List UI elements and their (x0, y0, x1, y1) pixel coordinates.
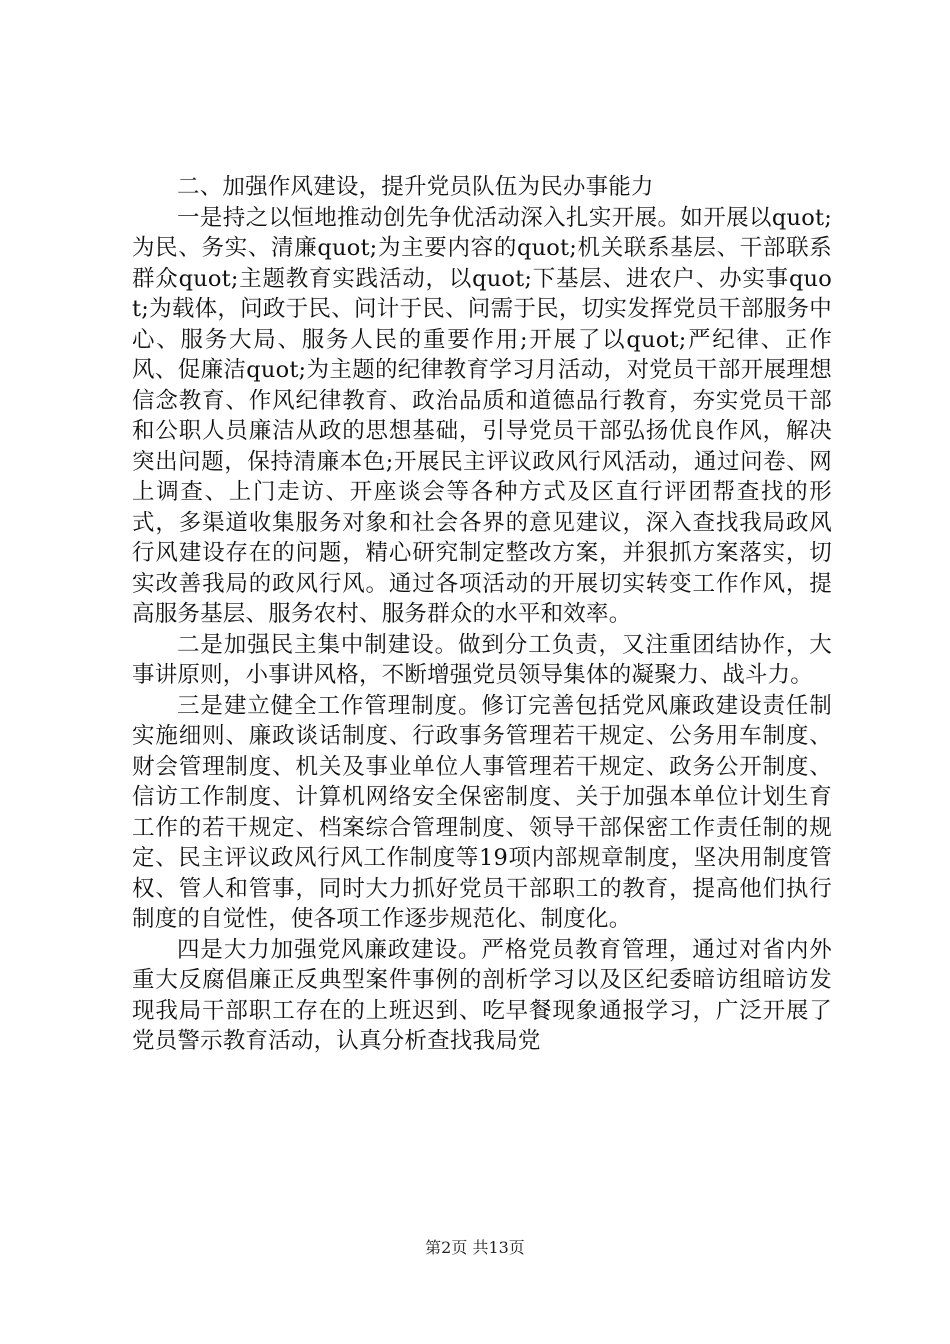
document-body (132, 172, 832, 1057)
paragraph-4: 四是大力加强党风廉政建设。严格党员教育管理，通过对省内外重大反腐倡廉正反典型案件事例的剖析学习以及区纪委暗访组暗访发现我局干部职工存在的上班迟到、吃早餐现象通报学习，广泛开展了党员警示教育活动，认真分析查找我局党 (132, 936, 832, 1054)
section-heading: 二、加强作风建设，提升党员队伍为民办事能力 (177, 174, 654, 200)
paragraph-1: 一是持之以恒地推动创先争优活动深入扎实开展。如开展以quot;为民、务实、清廉quot;为主要内容的quot;机关联系基层、干部联系群众quot;主题教育实践活动，以quot;下基层、进农户、办实事quot;为载体，问政于民、问计于民、问需于民，切实发挥党员干部服务中心、服务大局、服务人民的重要作用;开展了以quot;严纪律、正作风、促廉洁quot;为主题的纪律教育学习月活动，对党员干部开展理想信念教育、作风纪律教育、政治品质和道德品行教育，夯实党员干部和公职人员廉洁从政的思想基础，引导党员干部弘扬优良作风，解决突出问题，保持清廉本色;开展民主评议政风行风活动，通过问卷、网上调查、上门走访、开座谈会等各种方式及区直行评团帮查找的形式，多渠道收集服务对象和社会各界的意见建议，深入查找我局政风行风建设存在的问题，精心研究制定整改方案，并狠抓方案落实，切实改善我局的政风行风。通过各项活动的开展切实转变工作作风，提高服务基层、服务农村、服务群众的水平和效率。 (132, 204, 832, 627)
page-footer: 第2页 共13页 (425, 1238, 525, 1257)
paragraph-2: 二是加强民主集中制建设。做到分工负责，又注重团结协作，大事讲原则，小事讲风格，不断增强党员领导集体的凝聚力、战斗力。 (132, 631, 832, 688)
paragraph-3: 三是建立健全工作管理制度。修订完善包括党风廉政建设责任制实施细则、廉政谈话制度、行政事务管理若干规定、公务用车制度、财会管理制度、机关及事业单位人事管理若干规定、政务公开制度、信访工作制度、计算机网络安全保密制度、关于加强本单位计划生育工作的若干规定、档案综合管理制度、领导干部保密工作责任制的规定、民主评议政风行风工作制度等19项内部规章制度，坚决用制度管权、管人和管事，同时大力抓好党员干部职工的教育，提高他们执行制度的自觉性，使各项工作逐步规范化、制度化。 (132, 692, 832, 932)
